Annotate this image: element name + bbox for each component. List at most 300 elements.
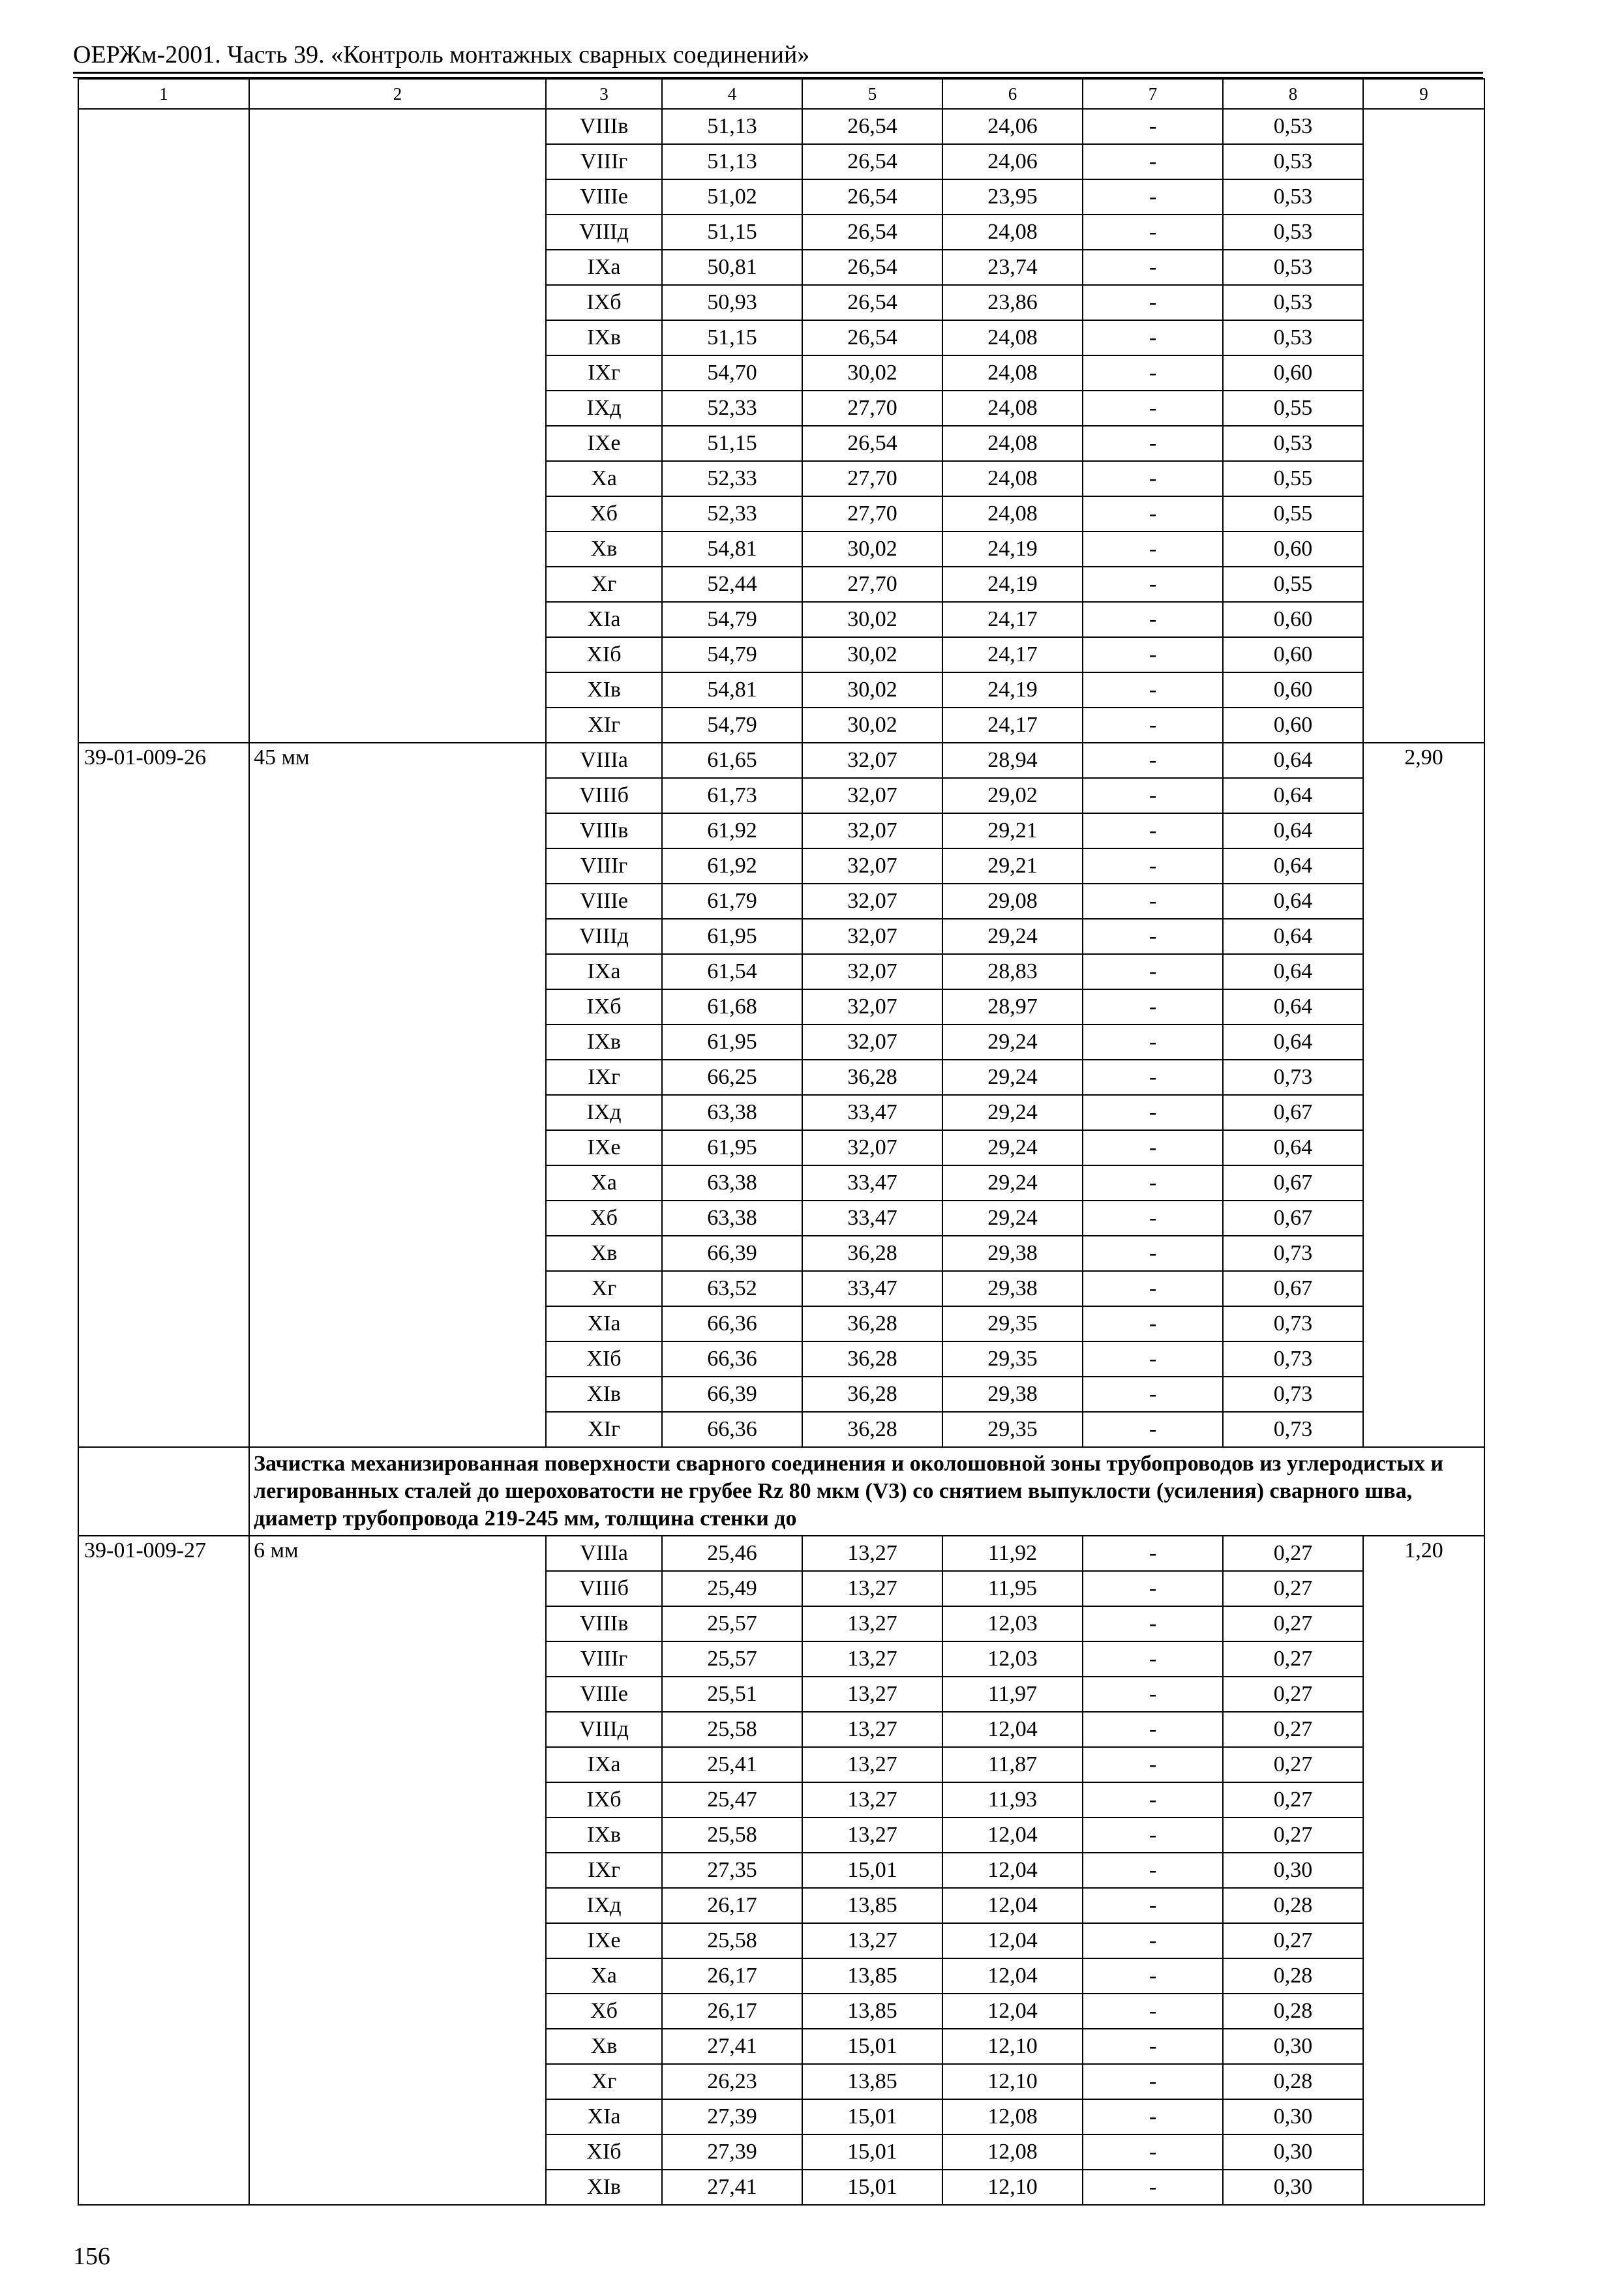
total-cost: 25,47 xyxy=(662,1782,802,1818)
zone-code: XIг xyxy=(546,1412,662,1447)
labor-machinists: 0,53 xyxy=(1223,320,1363,355)
zone-code: IXе xyxy=(546,1923,662,1958)
wages: 26,54 xyxy=(802,320,942,355)
zone-code: VIIIг xyxy=(546,1641,662,1677)
machine-cost: 12,04 xyxy=(942,1923,1083,1958)
wages: 32,07 xyxy=(802,1025,942,1060)
labor-cost: 2,90 xyxy=(1363,743,1484,1447)
machine-cost: 12,04 xyxy=(942,1994,1083,2029)
labor-machinists: 0,60 xyxy=(1223,355,1363,391)
machine-cost: 11,95 xyxy=(942,1571,1083,1606)
machine-cost: 29,38 xyxy=(942,1271,1083,1306)
materials-cost: - xyxy=(1083,1060,1223,1095)
zone-code: Xа xyxy=(546,1958,662,1994)
machine-cost: 28,94 xyxy=(942,743,1083,778)
table-row xyxy=(78,743,1484,778)
total-cost: 54,81 xyxy=(662,672,802,708)
materials-cost: - xyxy=(1083,426,1223,461)
wages: 26,54 xyxy=(802,109,942,144)
labor-machinists: 0,73 xyxy=(1223,1306,1363,1341)
wages: 30,02 xyxy=(802,672,942,708)
zone-code: XIб xyxy=(546,2134,662,2170)
zone-code: Xа xyxy=(546,1165,662,1201)
wages: 13,27 xyxy=(802,1606,942,1641)
zone-code: IXв xyxy=(546,320,662,355)
labor-machinists: 0,60 xyxy=(1223,708,1363,743)
machine-cost: 12,04 xyxy=(942,1818,1083,1853)
norm-code xyxy=(78,109,249,743)
labor-machinists: 0,73 xyxy=(1223,1341,1363,1377)
machine-cost: 29,24 xyxy=(942,919,1083,954)
materials-cost: - xyxy=(1083,144,1223,179)
labor-machinists: 0,30 xyxy=(1223,2029,1363,2064)
zone-code: XIб xyxy=(546,637,662,672)
machine-cost: 24,06 xyxy=(942,144,1083,179)
total-cost: 25,41 xyxy=(662,1747,802,1782)
labor-machinists: 0,30 xyxy=(1223,1853,1363,1888)
zone-code: VIIIе xyxy=(546,179,662,215)
materials-cost: - xyxy=(1083,954,1223,989)
machine-cost: 12,08 xyxy=(942,2099,1083,2134)
materials-cost: - xyxy=(1083,391,1223,426)
labor-machinists: 0,30 xyxy=(1223,2134,1363,2170)
wages: 13,27 xyxy=(802,1641,942,1677)
materials-cost: - xyxy=(1083,884,1223,919)
materials-cost: - xyxy=(1083,285,1223,320)
norm-code: 39-01-009-27 xyxy=(78,1536,249,2205)
materials-cost: - xyxy=(1083,496,1223,531)
total-cost: 51,15 xyxy=(662,426,802,461)
materials-cost: - xyxy=(1083,989,1223,1025)
materials-cost: - xyxy=(1083,1994,1223,2029)
machine-cost: 23,86 xyxy=(942,285,1083,320)
zone-code: IXг xyxy=(546,1853,662,1888)
total-cost: 27,41 xyxy=(662,2170,802,2205)
machine-cost: 29,24 xyxy=(942,1201,1083,1236)
total-cost: 61,65 xyxy=(662,743,802,778)
total-cost: 61,95 xyxy=(662,1130,802,1165)
machine-cost: 11,97 xyxy=(942,1677,1083,1712)
labor-machinists: 0,27 xyxy=(1223,1782,1363,1818)
labor-machinists: 0,27 xyxy=(1223,1923,1363,1958)
labor-machinists: 0,53 xyxy=(1223,109,1363,144)
labor-machinists: 0,60 xyxy=(1223,672,1363,708)
total-cost: 61,79 xyxy=(662,884,802,919)
zone-code: XIв xyxy=(546,1377,662,1412)
zone-code: IXг xyxy=(546,1060,662,1095)
machine-cost: 12,04 xyxy=(942,1888,1083,1923)
column-number: 2 xyxy=(249,79,546,109)
zone-code: XIа xyxy=(546,602,662,637)
total-cost: 27,39 xyxy=(662,2134,802,2170)
labor-machinists: 0,28 xyxy=(1223,2064,1363,2099)
materials-cost: - xyxy=(1083,1712,1223,1747)
labor-machinists: 0,30 xyxy=(1223,2099,1363,2134)
materials-cost: - xyxy=(1083,1095,1223,1130)
labor-machinists: 0,67 xyxy=(1223,1095,1363,1130)
machine-cost: 12,10 xyxy=(942,2029,1083,2064)
materials-cost: - xyxy=(1083,2029,1223,2064)
machine-cost: 24,08 xyxy=(942,461,1083,496)
total-cost: 25,49 xyxy=(662,1571,802,1606)
zone-code: VIIIе xyxy=(546,1677,662,1712)
labor-machinists: 0,64 xyxy=(1223,778,1363,813)
wages: 13,27 xyxy=(802,1571,942,1606)
materials-cost: - xyxy=(1083,567,1223,602)
page-header: ОЕРЖм-2001. Часть 39. «Контроль монтажных сварных соединений» xyxy=(73,41,810,68)
labor-machinists: 0,73 xyxy=(1223,1377,1363,1412)
materials-cost: - xyxy=(1083,1271,1223,1306)
labor-machinists: 0,64 xyxy=(1223,919,1363,954)
materials-cost: - xyxy=(1083,672,1223,708)
zone-code: IXд xyxy=(546,391,662,426)
zone-code: Xв xyxy=(546,1236,662,1271)
labor-machinists: 0,73 xyxy=(1223,1412,1363,1447)
materials-cost: - xyxy=(1083,2170,1223,2205)
machine-cost: 12,04 xyxy=(942,1958,1083,1994)
labor-machinists: 0,27 xyxy=(1223,1536,1363,1571)
labor-machinists: 0,55 xyxy=(1223,496,1363,531)
machine-cost: 12,10 xyxy=(942,2064,1083,2099)
total-cost: 26,17 xyxy=(662,1994,802,2029)
wages: 13,27 xyxy=(802,1677,942,1712)
wages: 13,85 xyxy=(802,1888,942,1923)
zone-code: IXд xyxy=(546,1095,662,1130)
total-cost: 54,79 xyxy=(662,602,802,637)
wages: 13,27 xyxy=(802,1747,942,1782)
wages: 26,54 xyxy=(802,285,942,320)
wages: 30,02 xyxy=(802,602,942,637)
labor-machinists: 0,64 xyxy=(1223,954,1363,989)
materials-cost: - xyxy=(1083,215,1223,250)
total-cost: 51,02 xyxy=(662,179,802,215)
total-cost: 63,38 xyxy=(662,1095,802,1130)
materials-cost: - xyxy=(1083,1606,1223,1641)
total-cost: 25,58 xyxy=(662,1818,802,1853)
materials-cost: - xyxy=(1083,1306,1223,1341)
labor-machinists: 0,73 xyxy=(1223,1060,1363,1095)
wages: 27,70 xyxy=(802,496,942,531)
labor-machinists: 0,27 xyxy=(1223,1818,1363,1853)
machine-cost: 11,87 xyxy=(942,1747,1083,1782)
materials-cost: - xyxy=(1083,1923,1223,1958)
labor-machinists: 0,30 xyxy=(1223,2170,1363,2205)
total-cost: 66,25 xyxy=(662,1060,802,1095)
machine-cost: 29,21 xyxy=(942,813,1083,848)
total-cost: 54,70 xyxy=(662,355,802,391)
labor-machinists: 0,27 xyxy=(1223,1641,1363,1677)
materials-cost: - xyxy=(1083,1677,1223,1712)
total-cost: 61,95 xyxy=(662,1025,802,1060)
total-cost: 27,39 xyxy=(662,2099,802,2134)
wages: 32,07 xyxy=(802,813,942,848)
wages: 26,54 xyxy=(802,250,942,285)
materials-cost: - xyxy=(1083,2134,1223,2170)
labor-machinists: 0,64 xyxy=(1223,989,1363,1025)
table-row xyxy=(78,109,1484,144)
labor-machinists: 0,55 xyxy=(1223,461,1363,496)
machine-cost: 29,24 xyxy=(942,1060,1083,1095)
labor-machinists: 0,27 xyxy=(1223,1712,1363,1747)
total-cost: 27,35 xyxy=(662,1853,802,1888)
zone-code: Xв xyxy=(546,2029,662,2064)
wages: 13,85 xyxy=(802,1958,942,1994)
total-cost: 51,15 xyxy=(662,320,802,355)
wages: 33,47 xyxy=(802,1165,942,1201)
labor-machinists: 0,53 xyxy=(1223,426,1363,461)
labor-machinists: 0,67 xyxy=(1223,1271,1363,1306)
wages: 13,27 xyxy=(802,1712,942,1747)
zone-code: XIа xyxy=(546,1306,662,1341)
materials-cost: - xyxy=(1083,919,1223,954)
machine-cost: 24,08 xyxy=(942,391,1083,426)
total-cost: 63,38 xyxy=(662,1201,802,1236)
zone-code: IXб xyxy=(546,1782,662,1818)
norms-table xyxy=(78,78,1485,2206)
machine-cost: 12,10 xyxy=(942,2170,1083,2205)
wages: 30,02 xyxy=(802,637,942,672)
zone-code: Xг xyxy=(546,1271,662,1306)
section-title: Зачистка механизированная поверхности сварного соединения и околошовной зоны трубопроводов из углеродистых и легированных сталей до шероховатости не грубее Rz 80 мкм (V3) со снятием выпуклости (усиления) сварного шва, диаметр трубопровода 219-245 мм, толщина стенки до xyxy=(249,1447,1484,1536)
zone-code: IXв xyxy=(546,1818,662,1853)
zone-code: IXв xyxy=(546,1025,662,1060)
machine-cost: 24,19 xyxy=(942,531,1083,567)
total-cost: 63,52 xyxy=(662,1271,802,1306)
column-number: 8 xyxy=(1223,79,1363,109)
zone-code: VIIIг xyxy=(546,144,662,179)
machine-cost: 24,17 xyxy=(942,708,1083,743)
total-cost: 50,93 xyxy=(662,285,802,320)
materials-cost: - xyxy=(1083,179,1223,215)
wages: 30,02 xyxy=(802,708,942,743)
materials-cost: - xyxy=(1083,1818,1223,1853)
machine-cost: 29,38 xyxy=(942,1236,1083,1271)
materials-cost: - xyxy=(1083,637,1223,672)
machine-cost: 29,08 xyxy=(942,884,1083,919)
total-cost: 52,44 xyxy=(662,567,802,602)
column-number: 5 xyxy=(802,79,942,109)
machine-cost: 24,08 xyxy=(942,496,1083,531)
machine-cost: 24,08 xyxy=(942,355,1083,391)
labor-machinists: 0,64 xyxy=(1223,1130,1363,1165)
total-cost: 61,92 xyxy=(662,813,802,848)
materials-cost: - xyxy=(1083,1341,1223,1377)
materials-cost: - xyxy=(1083,1958,1223,1994)
total-cost: 61,92 xyxy=(662,848,802,884)
machine-cost: 11,93 xyxy=(942,1782,1083,1818)
zone-code: VIIIб xyxy=(546,778,662,813)
materials-cost: - xyxy=(1083,1641,1223,1677)
wages: 33,47 xyxy=(802,1271,942,1306)
wages: 13,85 xyxy=(802,2064,942,2099)
column-number: 3 xyxy=(546,79,662,109)
wages: 33,47 xyxy=(802,1201,942,1236)
wages: 32,07 xyxy=(802,919,942,954)
materials-cost: - xyxy=(1083,1747,1223,1782)
materials-cost: - xyxy=(1083,1377,1223,1412)
machine-cost: 29,24 xyxy=(942,1025,1083,1060)
labor-machinists: 0,64 xyxy=(1223,1025,1363,1060)
labor-machinists: 0,67 xyxy=(1223,1201,1363,1236)
machine-cost: 29,02 xyxy=(942,778,1083,813)
zone-code: VIIIг xyxy=(546,848,662,884)
total-cost: 25,46 xyxy=(662,1536,802,1571)
materials-cost: - xyxy=(1083,708,1223,743)
zone-code: Xб xyxy=(546,1994,662,2029)
norm-description xyxy=(249,109,546,743)
machine-cost: 29,35 xyxy=(942,1306,1083,1341)
section-row xyxy=(78,1447,1484,1536)
materials-cost: - xyxy=(1083,1782,1223,1818)
labor-machinists: 0,27 xyxy=(1223,1571,1363,1606)
wages: 15,01 xyxy=(802,2170,942,2205)
wages: 13,27 xyxy=(802,1818,942,1853)
total-cost: 25,57 xyxy=(662,1606,802,1641)
machine-cost: 24,08 xyxy=(942,215,1083,250)
zone-code: XIб xyxy=(546,1341,662,1377)
wages: 26,54 xyxy=(802,215,942,250)
materials-cost: - xyxy=(1083,1853,1223,1888)
wages: 26,54 xyxy=(802,179,942,215)
wages: 26,54 xyxy=(802,426,942,461)
total-cost: 61,54 xyxy=(662,954,802,989)
wages: 13,27 xyxy=(802,1923,942,1958)
materials-cost: - xyxy=(1083,531,1223,567)
zone-code: IXб xyxy=(546,285,662,320)
machine-cost: 12,04 xyxy=(942,1853,1083,1888)
materials-cost: - xyxy=(1083,2099,1223,2134)
total-cost: 26,17 xyxy=(662,1888,802,1923)
column-number: 9 xyxy=(1363,79,1484,109)
machine-cost: 23,95 xyxy=(942,179,1083,215)
wages: 32,07 xyxy=(802,778,942,813)
zone-code: Xг xyxy=(546,567,662,602)
wages: 27,70 xyxy=(802,461,942,496)
labor-machinists: 0,64 xyxy=(1223,813,1363,848)
total-cost: 61,95 xyxy=(662,919,802,954)
total-cost: 26,17 xyxy=(662,1958,802,1994)
total-cost: 25,57 xyxy=(662,1641,802,1677)
materials-cost: - xyxy=(1083,1130,1223,1165)
machine-cost: 11,92 xyxy=(942,1536,1083,1571)
wages: 32,07 xyxy=(802,884,942,919)
wages: 32,07 xyxy=(802,1130,942,1165)
total-cost: 61,68 xyxy=(662,989,802,1025)
wages: 33,47 xyxy=(802,1095,942,1130)
labor-machinists: 0,27 xyxy=(1223,1606,1363,1641)
wages: 15,01 xyxy=(802,1853,942,1888)
labor-machinists: 0,64 xyxy=(1223,884,1363,919)
materials-cost: - xyxy=(1083,1025,1223,1060)
materials-cost: - xyxy=(1083,320,1223,355)
total-cost: 54,79 xyxy=(662,708,802,743)
column-number-row xyxy=(78,79,1484,109)
machine-cost: 29,24 xyxy=(942,1165,1083,1201)
total-cost: 61,73 xyxy=(662,778,802,813)
column-number: 4 xyxy=(662,79,802,109)
machine-cost: 24,08 xyxy=(942,426,1083,461)
total-cost: 66,36 xyxy=(662,1412,802,1447)
wages: 32,07 xyxy=(802,848,942,884)
labor-machinists: 0,60 xyxy=(1223,531,1363,567)
column-number: 7 xyxy=(1083,79,1223,109)
labor-machinists: 0,67 xyxy=(1223,1165,1363,1201)
zone-code: VIIIв xyxy=(546,813,662,848)
materials-cost: - xyxy=(1083,2064,1223,2099)
section-spacer xyxy=(78,1447,249,1536)
labor-machinists: 0,53 xyxy=(1223,285,1363,320)
labor-machinists: 0,28 xyxy=(1223,1888,1363,1923)
zone-code: IXа xyxy=(546,1747,662,1782)
machine-cost: 24,08 xyxy=(942,320,1083,355)
column-number: 6 xyxy=(942,79,1083,109)
zone-code: VIIIв xyxy=(546,1606,662,1641)
materials-cost: - xyxy=(1083,355,1223,391)
labor-machinists: 0,53 xyxy=(1223,215,1363,250)
total-cost: 51,15 xyxy=(662,215,802,250)
wages: 27,70 xyxy=(802,391,942,426)
total-cost: 63,38 xyxy=(662,1165,802,1201)
zone-code: Xб xyxy=(546,1201,662,1236)
table-row xyxy=(78,1536,1484,1571)
labor-machinists: 0,60 xyxy=(1223,602,1363,637)
total-cost: 51,13 xyxy=(662,109,802,144)
machine-cost: 29,35 xyxy=(942,1341,1083,1377)
zone-code: Xв xyxy=(546,531,662,567)
machine-cost: 28,83 xyxy=(942,954,1083,989)
materials-cost: - xyxy=(1083,848,1223,884)
wages: 36,28 xyxy=(802,1341,942,1377)
machine-cost: 29,24 xyxy=(942,1095,1083,1130)
labor-machinists: 0,28 xyxy=(1223,1994,1363,2029)
zone-code: Xб xyxy=(546,496,662,531)
wages: 15,01 xyxy=(802,2099,942,2134)
wages: 32,07 xyxy=(802,954,942,989)
zone-code: IXб xyxy=(546,989,662,1025)
materials-cost: - xyxy=(1083,813,1223,848)
norm-description: 45 мм xyxy=(249,743,546,1447)
zone-code: VIIIе xyxy=(546,884,662,919)
machine-cost: 24,19 xyxy=(942,567,1083,602)
zone-code: IXг xyxy=(546,355,662,391)
labor-machinists: 0,60 xyxy=(1223,637,1363,672)
labor-machinists: 0,64 xyxy=(1223,848,1363,884)
zone-code: IXе xyxy=(546,426,662,461)
machine-cost: 28,97 xyxy=(942,989,1083,1025)
materials-cost: - xyxy=(1083,250,1223,285)
total-cost: 52,33 xyxy=(662,496,802,531)
zone-code: Xа xyxy=(546,461,662,496)
materials-cost: - xyxy=(1083,1536,1223,1571)
page-number: 156 xyxy=(73,2243,110,2270)
labor-machinists: 0,64 xyxy=(1223,743,1363,778)
total-cost: 25,51 xyxy=(662,1677,802,1712)
wages: 36,28 xyxy=(802,1236,942,1271)
machine-cost: 24,19 xyxy=(942,672,1083,708)
wages: 36,28 xyxy=(802,1412,942,1447)
total-cost: 51,13 xyxy=(662,144,802,179)
machine-cost: 24,17 xyxy=(942,602,1083,637)
wages: 13,27 xyxy=(802,1536,942,1571)
wages: 32,07 xyxy=(802,743,942,778)
wages: 15,01 xyxy=(802,2029,942,2064)
materials-cost: - xyxy=(1083,1412,1223,1447)
wages: 36,28 xyxy=(802,1377,942,1412)
machine-cost: 12,03 xyxy=(942,1641,1083,1677)
materials-cost: - xyxy=(1083,1571,1223,1606)
zone-code: VIIIд xyxy=(546,215,662,250)
norm-description: 6 мм xyxy=(249,1536,546,2205)
